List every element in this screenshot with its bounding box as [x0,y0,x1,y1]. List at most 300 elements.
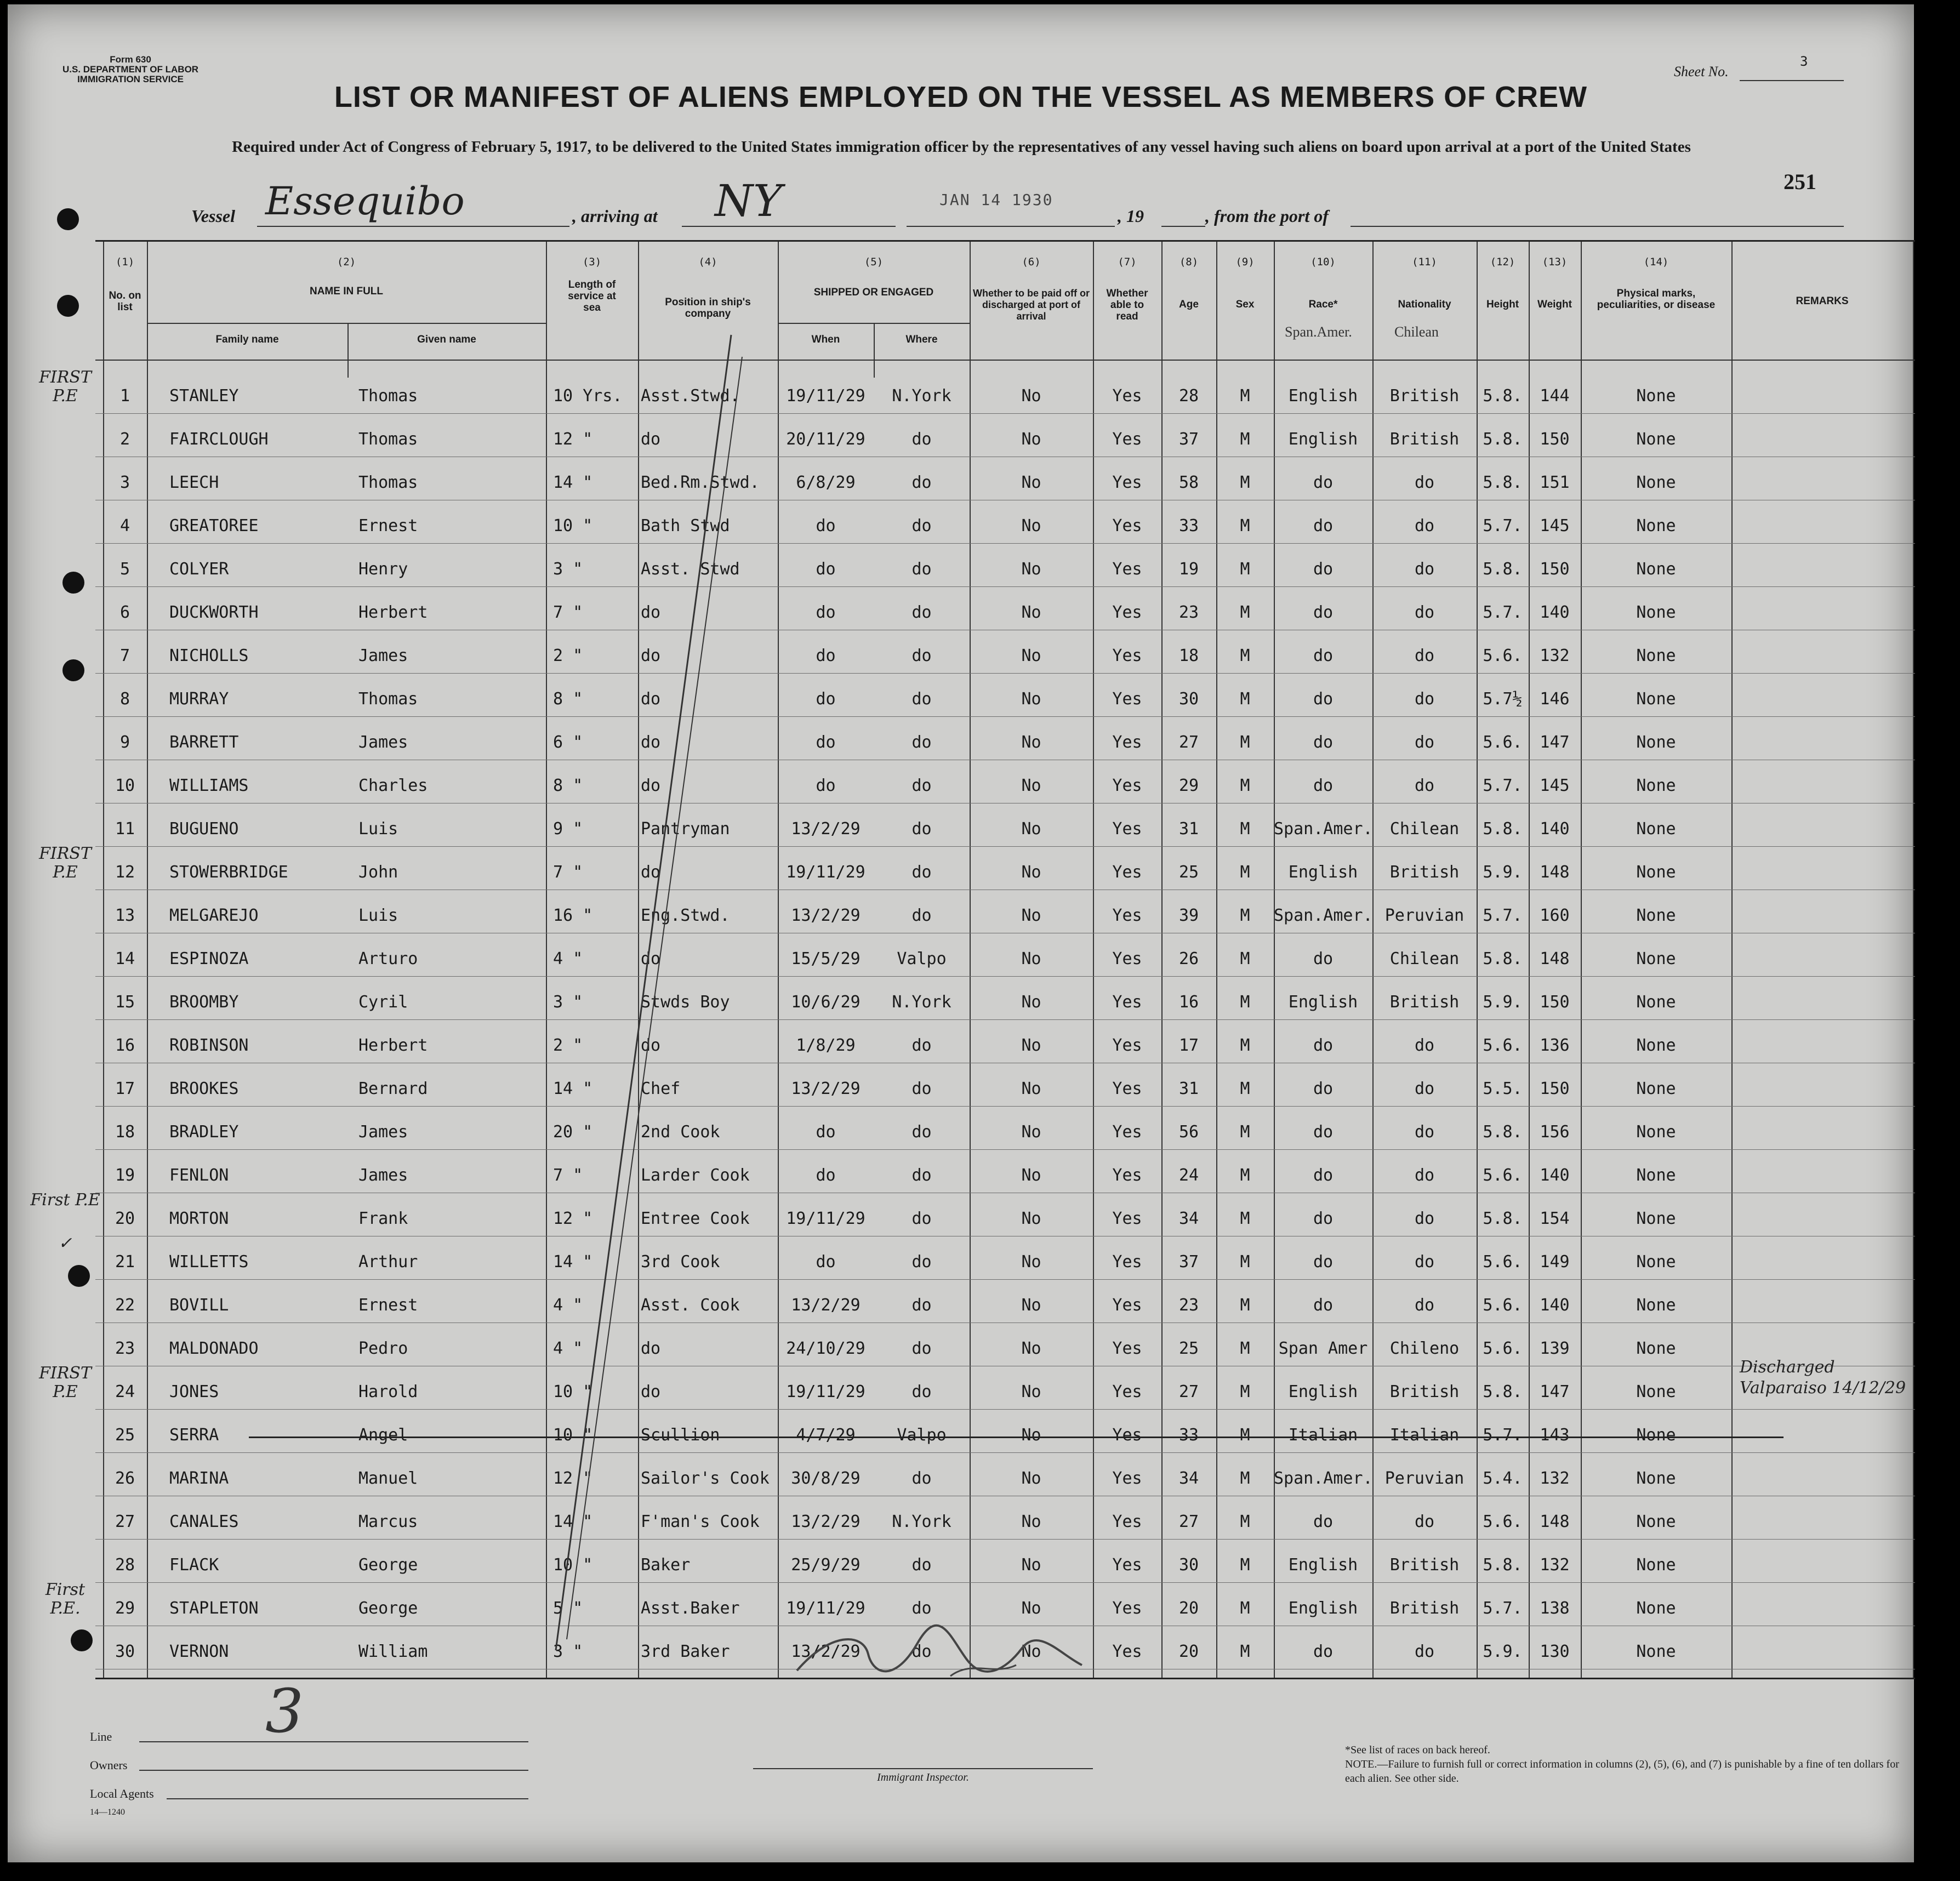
cell-given: Pedro [358,1339,408,1358]
punch-hole [57,208,79,230]
cell-when: 19/11/29 [786,1382,865,1401]
cell-read: Yes [1112,1296,1142,1315]
cell-marks: None [1636,949,1676,968]
footer-labels [90,1723,154,1817]
cell-given: Thomas [358,473,418,492]
cell-where: do [911,689,932,709]
cell-sex: M [1240,1642,1250,1661]
cell-position: Scullion [641,1426,720,1445]
cell-read: Yes [1112,386,1142,406]
cell-when: 20/11/29 [786,430,865,449]
cell-age: 31 [1178,819,1199,839]
cell-age: 25 [1178,863,1199,882]
cell-nationality: Chileno [1389,1339,1460,1358]
cell-given: James [358,646,408,665]
header-given-name: Given name [417,334,476,345]
cell-height: 5.6. [1483,1339,1523,1358]
cell-marks: None [1636,1555,1676,1575]
cell-age: 27 [1178,1512,1199,1531]
cell-no: 29 [115,1599,135,1618]
cell-race: English [1288,386,1358,406]
cell-no: 12 [115,863,135,882]
cell-height: 5.8. [1483,386,1523,406]
cell-sex: M [1240,949,1250,968]
cell-given: Ernest [358,1296,418,1315]
cell-when: do [816,560,836,579]
cell-paid: No [1021,1209,1041,1228]
cell-paid: No [1021,1296,1041,1315]
cell-family: WILLIAMS [169,776,249,795]
cell-nationality: do [1414,473,1435,492]
cell-read: Yes [1112,1555,1142,1575]
cell-no: 10 [115,776,135,795]
margin-note: FIRST P.E [39,1364,92,1401]
header-shipped: SHIPPED OR ENGAGED [813,287,934,298]
cell-race: do [1313,1036,1334,1055]
cell-service: 9 " [553,819,583,839]
cell-nationality: do [1414,560,1435,579]
cell-given: Arturo [358,949,418,968]
cell-age: 56 [1178,1122,1199,1142]
cell-nationality: do [1414,646,1435,665]
cell-position: Chef [641,1079,681,1098]
cell-family: STOWERBRIDGE [169,863,288,882]
cell-sex: M [1240,1339,1250,1358]
cell-no: 20 [115,1209,135,1228]
cell-no: 28 [115,1555,135,1575]
cell-position: do [641,1036,661,1055]
cell-position: Bed.Rm.Stwd. [641,473,760,492]
cell-weight: 145 [1540,776,1570,795]
cell-given: Thomas [358,689,418,709]
cell-nationality: Italian [1389,1426,1460,1445]
cell-marks: None [1636,1599,1676,1618]
cell-service: 14 " [553,1512,593,1531]
cell-family: BRADLEY [169,1122,239,1142]
cell-paid: No [1021,473,1041,492]
cell-where: do [911,1599,932,1618]
header-weight: Weight [1537,299,1572,310]
cell-nationality: do [1414,733,1435,752]
cell-height: 5.6. [1483,1252,1523,1272]
cell-service: 10 Yrs. [553,386,623,406]
cell-where: do [911,473,932,492]
header-remarks: REMARKS [1796,295,1849,307]
cell-read: Yes [1112,1599,1142,1618]
cell-no: 17 [115,1079,135,1098]
cell-age: 58 [1178,473,1199,492]
cell-family: STANLEY [169,386,239,406]
cell-no: 22 [115,1296,135,1315]
cell-read: Yes [1112,689,1142,709]
cell-given: Charles [358,776,428,795]
cell-read: Yes [1112,863,1142,882]
cell-paid: No [1021,1079,1041,1098]
cell-where: N.York [892,386,951,406]
local-agents-label: Local Agents [90,1787,154,1800]
row-rule [95,846,1915,847]
cell-paid: No [1021,516,1041,535]
cell-sex: M [1240,1426,1250,1445]
cell-service: 2 " [553,1036,583,1055]
line-label: Line [90,1730,112,1743]
row1-race-overwrite: Span.Amer. [1285,324,1352,340]
cell-weight: 150 [1540,560,1570,579]
row-rule [95,716,1915,717]
cell-race: English [1288,430,1358,449]
agents-underline [167,1798,528,1799]
cell-service: 4 " [553,949,583,968]
cell-weight: 140 [1540,1296,1570,1315]
cell-height: 5.6. [1483,733,1523,752]
inspector-label: Immigrant Inspector. [753,1768,1093,1784]
header-where: Where [905,334,938,345]
cell-when: 25/9/29 [791,1555,861,1575]
cell-weight: 150 [1540,993,1570,1012]
cell-weight: 156 [1540,1122,1570,1142]
cell-weight: 154 [1540,1209,1570,1228]
cell-race: do [1313,1252,1334,1272]
cell-weight: 148 [1540,1512,1570,1531]
cell-sex: M [1240,1599,1250,1618]
cell-when: do [816,1252,836,1272]
cell-weight: 160 [1540,906,1570,925]
cell-read: Yes [1112,906,1142,925]
cell-marks: None [1636,863,1676,882]
sheet-number-label: Sheet No. [1674,64,1729,79]
cell-position: Larder Cook [641,1166,750,1185]
cell-position: do [641,949,661,968]
cell-position: 3rd Baker [641,1642,730,1661]
header-race: Race* [1308,299,1338,310]
cell-sex: M [1240,1512,1250,1531]
header-paid-off: Whether to be paid off or discharged at port of arrival [973,288,1090,322]
cell-paid: No [1021,1426,1041,1445]
cell-sex: M [1240,1209,1250,1228]
cell-height: 5.8. [1483,1209,1523,1228]
cell-sex: M [1240,733,1250,752]
cell-race: English [1288,863,1358,882]
cell-read: Yes [1112,776,1142,795]
cell-height: 5.6. [1483,1166,1523,1185]
cell-age: 19 [1178,560,1199,579]
cell-given: James [358,733,408,752]
cell-service: 14 " [553,1079,593,1098]
cell-no: 11 [115,819,135,839]
cell-read: Yes [1112,1209,1142,1228]
cell-age: 24 [1178,1166,1199,1185]
footnote-races: *See list of races on back hereof. [1345,1744,1490,1756]
cell-no: 27 [115,1512,135,1531]
cell-where: do [911,863,932,882]
cell-position: Sailor's Cook [641,1469,770,1488]
colnum-10: (10) [1311,256,1336,268]
footnote-penalty: NOTE.—Failure to furnish full or correct information in columns (2), (5), (6), and (7) is punishable by a fine of ten dollars for each alien. See other side. [1345,1758,1899,1785]
cell-when: do [816,1122,836,1142]
cell-position: Asst.Baker [641,1599,740,1618]
cell-where: do [911,1296,932,1315]
cell-weight: 150 [1540,1079,1570,1098]
cell-family: LEECH [169,473,219,492]
page-subtitle: Required under Act of Congress of February 5, 1917, to be delivered to the United States immigration officer by the representatives of any vessel having such aliens on board upon arrival at a port of the United States [232,138,1691,156]
cell-paid: No [1021,949,1041,968]
cell-nationality: British [1389,430,1460,449]
cell-no: 21 [115,1252,135,1272]
cell-age: 27 [1178,733,1199,752]
cell-sex: M [1240,993,1250,1012]
cell-height: 5.9. [1483,993,1523,1012]
cell-when: 13/2/29 [791,819,861,839]
cell-given: Marcus [358,1512,418,1531]
cell-weight: 139 [1540,1339,1570,1358]
cell-position: Bath Stwd [641,516,730,535]
form-service: IMMIGRATION SERVICE [77,74,184,84]
header-no: No. on list [109,290,141,313]
form-number: Form 630 [110,54,151,65]
cell-where: do [911,1642,932,1661]
cell-position: do [641,430,661,449]
cell-when: 13/2/29 [791,1296,861,1315]
cell-age: 27 [1178,1382,1199,1401]
cell-race: do [1313,646,1334,665]
cell-paid: No [1021,1469,1041,1488]
row-rule [95,1452,1915,1453]
cell-no: 13 [115,906,135,925]
cell-sex: M [1240,386,1250,406]
cell-position: Stwds Boy [641,993,730,1012]
cell-height: 5.8. [1483,1122,1523,1142]
cell-where: do [911,603,932,622]
cell-position: Asst. Cook [641,1296,740,1315]
colnum-2: (2) [337,256,356,268]
row-rule [95,586,1915,587]
cell-position: do [641,1339,661,1358]
cell-given: Thomas [358,430,418,449]
cell-age: 37 [1178,1252,1199,1272]
cell-when: do [816,603,836,622]
cell-position: 2nd Cook [641,1122,720,1142]
cell-age: 33 [1178,516,1199,535]
cell-race: English [1288,1599,1358,1618]
cell-read: Yes [1112,1426,1142,1445]
cell-paid: No [1021,603,1041,622]
colnum-7: (7) [1118,256,1137,268]
cell-age: 34 [1178,1469,1199,1488]
cell-position: Eng.Stwd. [641,906,730,925]
cell-read: Yes [1112,1512,1142,1531]
cell-paid: No [1021,776,1041,795]
header-sex: Sex [1235,299,1255,310]
cell-when: do [816,733,836,752]
cell-age: 23 [1178,603,1199,622]
cell-where: do [911,1339,932,1358]
strikethrough-line [249,1437,1784,1438]
cell-where: do [911,646,932,665]
cell-race: do [1313,776,1334,795]
header-physical-marks: Physical marks, peculiarities, or disease [1597,288,1716,311]
cell-service: 8 " [553,776,583,795]
header-name: NAME IN FULL [309,286,384,297]
cell-service: 7 " [553,863,583,882]
cell-no: 14 [115,949,135,968]
cell-no: 24 [115,1382,135,1401]
colnum-9: (9) [1235,256,1255,268]
cell-height: 5.9. [1483,863,1523,882]
header-position: Position in ship's company [665,297,751,320]
arriving-port: NY [715,175,782,226]
row-rule [95,1019,1915,1020]
cell-nationality: do [1414,1296,1435,1315]
margin-note: First P.E [30,1190,100,1210]
cell-read: Yes [1112,1252,1142,1272]
cell-race: Span.Amer. [1274,1469,1373,1488]
cell-race: Italian [1288,1426,1358,1445]
cell-service: 10 " [553,1382,593,1401]
cell-race: English [1288,1555,1358,1575]
cell-where: do [911,1122,932,1142]
cell-sex: M [1240,516,1250,535]
cell-position: Asst.Stwd. [641,386,740,406]
cell-weight: 132 [1540,1469,1570,1488]
arriving-label: , arriving at [572,206,658,226]
cell-nationality: British [1389,1555,1460,1575]
cell-marks: None [1636,1382,1676,1401]
cell-no: 26 [115,1469,135,1488]
row-rule [95,1149,1915,1150]
cell-no: 7 [119,646,130,665]
cell-when: 19/11/29 [786,863,865,882]
cell-sex: M [1240,689,1250,709]
colnum-1: (1) [115,256,135,268]
header-age: Age [1179,299,1199,310]
cell-paid: No [1021,430,1041,449]
cell-race: do [1313,560,1334,579]
cell-when: 13/2/29 [791,1642,861,1661]
cell-family: JONES [169,1382,219,1401]
cell-family: DUCKWORTH [169,603,259,622]
cell-position: Baker [641,1555,691,1575]
cell-weight: 150 [1540,430,1570,449]
cell-given: Ernest [358,516,418,535]
cell-family: ESPINOZA [169,949,249,968]
header-height: Height [1486,299,1519,310]
cell-when: 24/10/29 [786,1339,865,1358]
cell-when: 13/2/29 [791,906,861,925]
cell-no: 2 [119,430,130,449]
punch-hole [68,1265,90,1287]
cell-service: 7 " [553,1166,583,1185]
cell-given: Frank [358,1209,408,1228]
cell-weight: 148 [1540,949,1570,968]
cell-no: 30 [115,1642,135,1661]
margin-note: FIRST P.E [39,844,92,882]
cell-race: do [1313,516,1334,535]
cell-nationality: do [1414,1209,1435,1228]
cell-no: 25 [115,1426,135,1445]
cell-height: 5.8. [1483,1555,1523,1575]
cell-read: Yes [1112,646,1142,665]
cell-paid: No [1021,689,1041,709]
cell-paid: No [1021,1642,1041,1661]
cell-weight: 138 [1540,1599,1570,1618]
cell-weight: 136 [1540,1036,1570,1055]
cell-service: 3 " [553,993,583,1012]
cell-sex: M [1240,473,1250,492]
cell-position: F'man's Cook [641,1512,760,1531]
cell-family: MALDONADO [169,1339,259,1358]
colnum-5: (5) [864,256,884,268]
cell-race: do [1313,1512,1334,1531]
cell-where: do [911,516,932,535]
cell-where: do [911,1469,932,1488]
cell-marks: None [1636,1122,1676,1142]
cell-marks: None [1636,1469,1676,1488]
cell-service: 5 " [553,1599,583,1618]
cell-marks: None [1636,560,1676,579]
cell-where: do [911,1166,932,1185]
cell-age: 16 [1178,993,1199,1012]
row-rule [95,1279,1915,1280]
check-marks [550,324,748,1667]
cell-service: 4 " [553,1296,583,1315]
row-rule [95,1582,1915,1583]
row-rule [95,413,1915,414]
cell-paid: No [1021,1339,1041,1358]
cell-family: BARRETT [169,733,239,752]
cell-height: 5.6. [1483,1512,1523,1531]
cell-service: 2 " [553,646,583,665]
from-port-label: , from the port of [1205,206,1329,226]
cell-position: do [641,646,661,665]
cell-service: 20 " [553,1122,593,1142]
cell-read: Yes [1112,560,1142,579]
cell-height: 5.8. [1483,430,1523,449]
cell-age: 30 [1178,1555,1199,1575]
cell-paid: No [1021,560,1041,579]
cell-race: do [1313,1642,1334,1661]
year-label: , 19 [1118,206,1144,226]
remarks-note: Discharged Valparaiso 14/12/29 [1740,1358,1906,1398]
row1-nationality-overwrite: Chilean [1394,324,1439,340]
cell-race: do [1313,1209,1334,1228]
cell-service: 10 " [553,1555,593,1575]
cell-no: 16 [115,1036,135,1055]
cell-where: do [911,1079,932,1098]
cell-weight: 143 [1540,1426,1570,1445]
cell-weight: 146 [1540,689,1570,709]
cell-paid: No [1021,386,1041,406]
cell-no: 9 [119,733,130,752]
cell-family: VERNON [169,1642,229,1661]
cell-marks: None [1636,1036,1676,1055]
cell-nationality: British [1389,386,1460,406]
cell-age: 37 [1178,430,1199,449]
cell-age: 29 [1178,776,1199,795]
cell-age: 20 [1178,1599,1199,1618]
cell-no: 5 [119,560,130,579]
cell-when: 6/8/29 [796,473,856,492]
cell-weight: 140 [1540,819,1570,839]
cell-no: 4 [119,516,130,535]
owners-underline [139,1770,528,1771]
row-rule [95,673,1915,674]
cell-age: 20 [1178,1642,1199,1661]
cell-race: do [1313,733,1334,752]
cell-read: Yes [1112,430,1142,449]
punch-hole [71,1629,93,1651]
cell-nationality: do [1414,1166,1435,1185]
cell-read: Yes [1112,1122,1142,1142]
